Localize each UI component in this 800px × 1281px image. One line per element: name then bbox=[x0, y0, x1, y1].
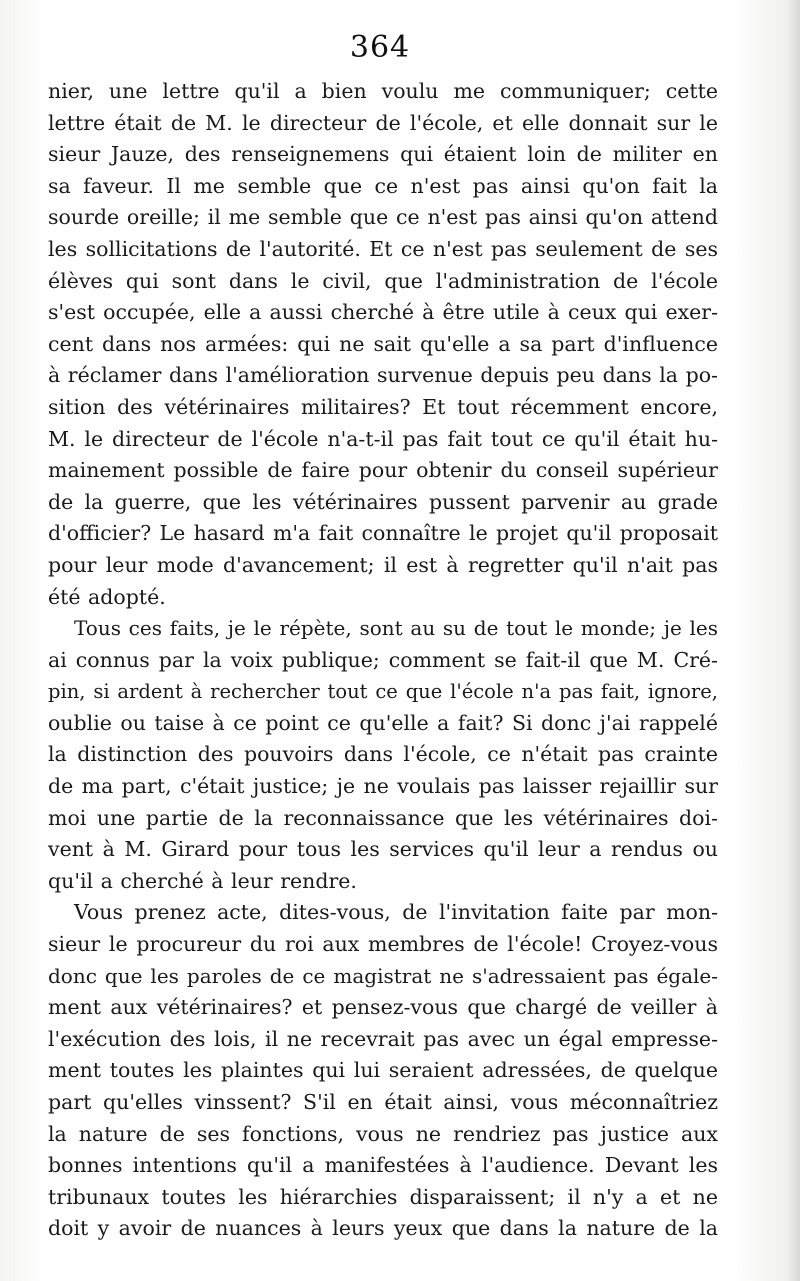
text-line: lettre était de M. le directeur de l'école, et elle donnait sur le bbox=[48, 110, 718, 135]
text-line: sieur Jauze, des renseignemens qui étaient loin de militer en bbox=[48, 142, 718, 167]
text-line: mainement possible de faire pour obtenir du conseil supérieur bbox=[48, 458, 718, 483]
text-line: qu'il a cherché à leur rendre. bbox=[48, 868, 357, 893]
text-line: ment aux vétérinaires? et pensez-vous que chargé de veiller à bbox=[48, 995, 718, 1020]
page-number: 364 bbox=[349, 30, 411, 65]
page-edge-shadow bbox=[786, 0, 800, 1281]
text-line: d'officier? Le hasard m'a fait connaître le projet qu'il proposait bbox=[48, 521, 718, 546]
text-line: M. le directeur de l'école n'a-t-il pas fait tout ce qu'il était hu- bbox=[48, 426, 718, 451]
body-text bbox=[48, 76, 718, 1245]
text-line: les sollicitations de l'autorité. Et ce n'est pas seulement de ses bbox=[48, 236, 718, 261]
text-line: la nature de ses fonctions, vous ne rendriez pas justice aux bbox=[48, 1121, 718, 1146]
text-line: pin, si ardent à rechercher tout ce que l'école n'a pas fait, ignore, bbox=[48, 680, 718, 704]
text-line: part qu'elles vinssent? S'il en était ainsi, vous méconnaîtriez bbox=[48, 1090, 718, 1114]
text-line: élèves qui sont dans le civil, que l'administration de l'école bbox=[48, 268, 718, 293]
text-line: moi une partie de la reconnaissance que les vétérinaires doi- bbox=[48, 805, 718, 830]
text-line: sourde oreille; il me semble que ce n'est pas ainsi qu'on attend bbox=[48, 205, 718, 230]
text-line: cent dans nos armées: qui ne sait qu'elle a sa part d'influence bbox=[48, 331, 718, 356]
text-line: ai connus par la voix publique; comment se fait-il que M. Cré- bbox=[48, 647, 718, 672]
text-line: été adopté. bbox=[48, 584, 166, 609]
text-line: pour leur mode d'avancement; il est à regretter qu'il n'ait pas bbox=[48, 552, 718, 577]
text-line: sieur le procureur du roi aux membres de l'école! Croyez-vous bbox=[48, 932, 718, 957]
paragraph-1 bbox=[48, 76, 718, 613]
text-line: à réclamer dans l'amélioration survenue depuis peu dans la po- bbox=[48, 363, 718, 388]
text-line: bonnes intentions qu'il a manifestées à l'audience. Devant les bbox=[48, 1153, 718, 1178]
paragraph-3 bbox=[48, 897, 718, 1245]
paragraph-2 bbox=[48, 613, 718, 897]
text-line: sa faveur. Il me semble que ce n'est pas ainsi qu'on fait la bbox=[48, 173, 718, 198]
text-line: ment toutes les plaintes qui lui seraient adressées, de quelque bbox=[48, 1058, 718, 1083]
text-line: de la guerre, que les vétérinaires pussent parvenir au grade bbox=[48, 489, 718, 514]
text-line: Vous prenez acte, dites-vous, de l'invitation faite par mon- bbox=[74, 900, 718, 925]
text-line: vent à M. Girard pour tous les services qu'il leur a rendus ou bbox=[48, 837, 718, 862]
text-line: s'est occupée, elle a aussi cherché à être utile à ceux qui exer- bbox=[48, 300, 718, 325]
text-line: tribunaux toutes les hiérarchies disparaissent; il n'y a et ne bbox=[48, 1184, 718, 1209]
text-line: doit y avoir de nuances à leurs yeux que dans la nature de la bbox=[48, 1216, 718, 1241]
text-line: Tous ces faits, je le répète, sont au su de tout le monde; je les bbox=[74, 616, 718, 641]
text-line: sition des vétérinaires militaires? Et tout récemment encore, bbox=[48, 394, 718, 419]
text-line: de ma part, c'était justice; je ne voulais pas laisser rejaillir sur bbox=[48, 774, 718, 799]
text-line: la distinction des pouvoirs dans l'école, ce n'était pas crainte bbox=[48, 742, 718, 767]
text-line: nier, une lettre qu'il a bien voulu me communiquer; cette bbox=[48, 79, 718, 103]
text-line: l'exécution des lois, il ne recevrait pas avec un égal empresse- bbox=[48, 1026, 718, 1051]
text-line: oublie ou taise à ce point ce qu'elle a fait? Si donc j'ai rappelé bbox=[48, 710, 718, 735]
text-line: donc que les paroles de ce magistrat ne s'adressaient pas égale- bbox=[48, 963, 718, 988]
